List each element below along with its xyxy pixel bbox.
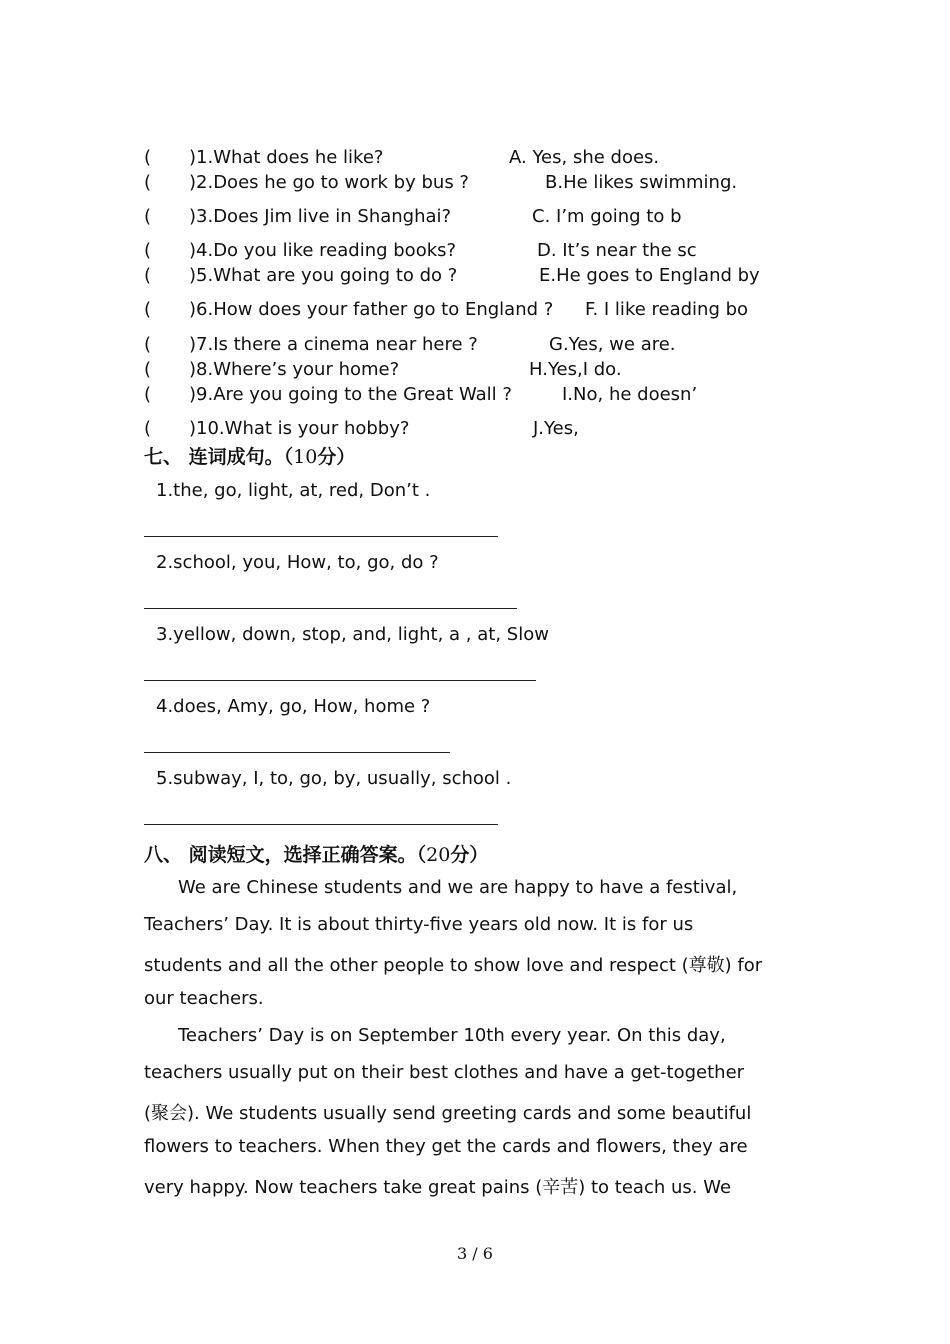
section-8-heading [144, 840, 488, 867]
answer-option: J.Yes, [533, 418, 579, 439]
passage-line: (聚会). We students usually send greeting cards and some beautiful [144, 1103, 752, 1124]
answer-option: E.He goes to England by [539, 265, 760, 286]
answer-option: B.He likes swimming. [545, 172, 738, 193]
question-text: )4.Do you like reading books? [189, 240, 457, 261]
question-text: )2.Does he go to work by bus ? [189, 172, 469, 193]
question-text: )6.How does your father go to England ? [189, 299, 554, 320]
passage-line: flowers to teachers. When they get the cards and flowers, they are [144, 1136, 748, 1157]
question-text: )9.Are you going to the Great Wall ? [189, 384, 512, 405]
question-text: )10.What is your hobby? [189, 418, 410, 439]
passage-line: We are Chinese students and we are happy to have a festival, [178, 877, 738, 898]
page-number: 3 / 6 [457, 1244, 493, 1263]
answer-line[interactable] [144, 680, 536, 681]
answer-line[interactable] [144, 608, 517, 609]
answer-option: F. I like reading bo [585, 299, 749, 320]
answer-option: A. Yes, she does. [509, 147, 660, 168]
answer-blank: ( [144, 265, 152, 286]
answer-blank: ( [144, 334, 152, 355]
question-text: )3.Does Jim live in Shanghai? [189, 206, 452, 227]
passage-line: students and all the other people to show love and respect (尊敬) for [144, 955, 763, 976]
answer-blank: ( [144, 206, 152, 227]
question-text: )1.What does he like? [189, 147, 384, 168]
answer-line[interactable] [144, 824, 498, 825]
answer-line[interactable] [144, 536, 498, 537]
sentence-item: 4.does, Amy, go, How, home ? [156, 696, 431, 717]
answer-option: C. I’m going to b [532, 206, 682, 227]
answer-option: G.Yes, we are. [549, 334, 676, 355]
question-text: )8.Where’s your home? [189, 359, 400, 380]
section-8-points: 20 [426, 844, 451, 866]
section-8-title: 八、 阅读短文，选择正确答案。（ [144, 844, 427, 866]
passage-line: very happy. Now teachers take great pains (辛苦) to teach us. We [144, 1177, 732, 1198]
sentence-item: 2.school, you, How, to, go, do ? [156, 552, 439, 573]
sentence-item: 5.subway, I, to, go, by, usually, school . [156, 768, 512, 789]
answer-line[interactable] [144, 752, 450, 753]
answer-blank: ( [144, 147, 152, 168]
passage-line: Teachers’ Day. It is about thirty-five years old now. It is for us [144, 914, 694, 935]
answer-blank: ( [144, 418, 152, 439]
section-7-title-end: 分） [317, 446, 356, 468]
question-text: )7.Is there a cinema near here ? [189, 334, 478, 355]
section-7-title: 七、 连词成句。（ [144, 446, 294, 468]
section-8-title-end: 分） [450, 844, 489, 866]
answer-blank: ( [144, 240, 152, 261]
passage-line: teachers usually put on their best clothes and have a get-together [144, 1062, 745, 1083]
answer-option: I.No, he doesn’ [562, 384, 698, 405]
answer-blank: ( [144, 384, 152, 405]
passage-line: our teachers. [144, 988, 264, 1009]
sentence-item: 3.yellow, down, stop, and, light, a , at, Slow [156, 624, 549, 645]
passage-line: Teachers’ Day is on September 10th every year. On this day, [178, 1025, 726, 1046]
question-text: )5.What are you going to do ? [189, 265, 458, 286]
section-7-heading [144, 442, 355, 469]
answer-blank: ( [144, 299, 152, 320]
answer-blank: ( [144, 359, 152, 380]
answer-option: H.Yes,I do. [529, 359, 622, 380]
answer-blank: ( [144, 172, 152, 193]
section-7-points: 10 [293, 446, 318, 468]
sentence-item: 1.the, go, light, at, red, Don’t . [156, 480, 431, 501]
answer-option: D. It’s near the sc [537, 240, 697, 261]
